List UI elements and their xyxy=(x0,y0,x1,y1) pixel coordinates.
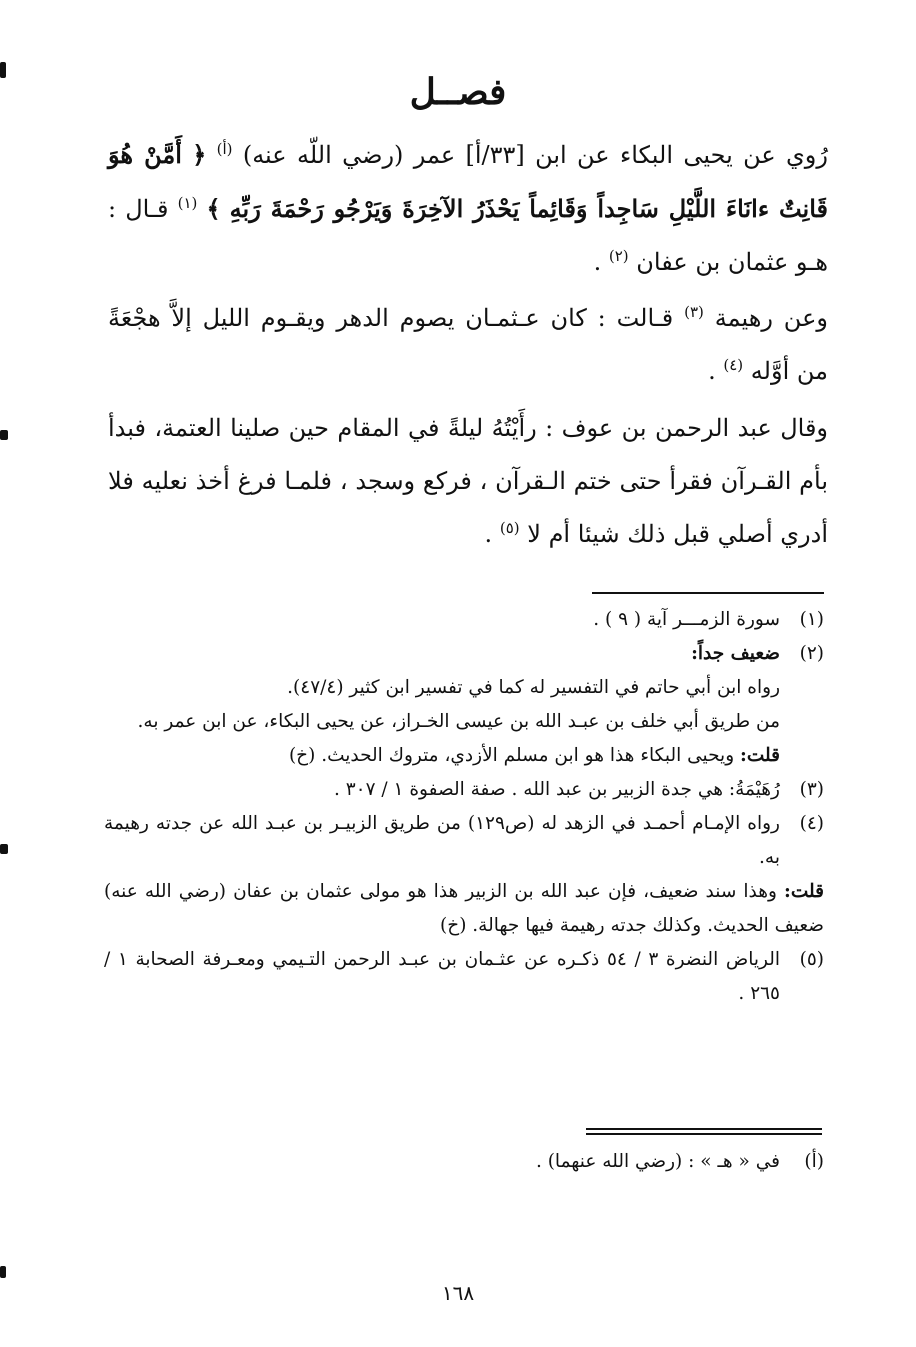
p3-text: وقال عبد الرحمن بن عوف : رأَيْتُهُ ليلةً في المقام حين صلينا العتمة، فبدأ بأم القـرآن فقرأ حتى ختم الـقرآن ، فركع وسجد ، فلمـا فرغ أخذ نعليه فلا أدري أصلي قبل ذلك شيئا أم لا xyxy=(108,414,829,548)
qult-text: ويحيى البكاء هذا هو ابن مسلم الأزدي، متروك الحديث. (خ) xyxy=(288,745,735,766)
footnote-text: رُهَيْمَةُ: هي جدة الزبير بن عبد الله . صفة الصفوة ١ / ٣٠٧ . xyxy=(333,779,780,800)
paragraph-1 xyxy=(108,128,828,289)
footnote-ref-4: (٤) xyxy=(723,356,744,374)
p1-mid: قـال : هـو عثمان بن عفان xyxy=(108,195,828,276)
footnote-ref-5: (٥) xyxy=(499,519,520,537)
chapter-heading: فصــل xyxy=(409,71,507,113)
footnote-ref-1: (١) xyxy=(177,194,198,212)
footnote-2-line: رواه ابن أبي حاتم في التفسير له كما في تفسير ابن كثير (٤٧/٤). xyxy=(287,677,780,698)
page-number: ١٦٨ xyxy=(441,1281,475,1305)
scan-edge-mark xyxy=(0,844,8,854)
footnote-ref-a: (أ) xyxy=(216,140,233,158)
quran-verse: أَمَّنْ هُوَ قَانِتٌ ءانَاءَ اللَّيْلِ سَاجِداً وَقَائِماً يَحْذَرُ الآخِرَةَ وَيَرْجُو رَحْمَةَ رَبِّهِ xyxy=(108,140,828,223)
p3-end: . xyxy=(484,520,493,548)
scan-edge-mark xyxy=(0,1266,6,1278)
footnote-number: (١) xyxy=(799,609,824,630)
footnote-2-line: من طريق أبي خلف بن عبـد الله بن عيسى الخـراز، عن يحيى البكاء، عن ابن عمر به. xyxy=(137,711,780,732)
paragraph-2 xyxy=(108,292,828,398)
footnotes xyxy=(104,603,824,1011)
footnote-2 xyxy=(104,637,824,671)
p2-end: . xyxy=(708,357,716,385)
variant-number: (أ) xyxy=(804,1151,824,1172)
footnote-text: سورة الزمـــر آية ( ٩ ) . xyxy=(593,609,780,630)
footnote-grade: ضعيف جداً: xyxy=(691,643,780,664)
footnote-5 xyxy=(104,943,824,1011)
variant-note-a xyxy=(104,1145,824,1179)
footnote-4-comment xyxy=(104,875,824,943)
footnote-1 xyxy=(104,603,824,637)
quran-bracket-close: ﴾ xyxy=(206,194,221,223)
footnote-2-comment xyxy=(104,739,824,773)
paragraph-3 xyxy=(108,402,828,561)
variant-separator-top xyxy=(586,1128,822,1130)
footnote-text: رواه الإمـام أحمـد في الزهد له (ص١٢٩) من طريق الزبيـر بن عبـد الله عن جدته رهيمة به. xyxy=(104,813,780,868)
footnote-ref-3: (٣) xyxy=(684,303,704,321)
variant-text: في « هـ » : (رضي الله عنهما) . xyxy=(535,1151,780,1172)
footnote-3 xyxy=(104,773,824,807)
scan-edge-mark xyxy=(0,430,8,440)
footnote-number: (٣) xyxy=(799,779,824,800)
footnote-4 xyxy=(104,807,824,875)
footnote-text: الرياض النضرة ٣ / ٥٤ ذكـره عن عثـمان بن عبـد الرحمن التـيمي ومعـرفة الصحابة ١ / ٢٦٥ . xyxy=(104,949,780,1004)
qult-text: وهذا سند ضعيف، فإن عبد الله بن الزبير هذا هو مولى عثمان بن عفان (رضي الله عنه) ضعيف الحديث. وكذلك جدته رهيمة فيها جهالة. (خ) xyxy=(104,881,824,936)
p1-end: . xyxy=(593,248,602,276)
p1-lead: رُوي عن يحيى البكاء عن ابن [٣٣/أ] عمر (رضي اللّه عنه) xyxy=(242,141,828,169)
footnote-number: (٥) xyxy=(799,949,824,970)
qult-label: قلت: xyxy=(740,745,780,766)
p2-text: قـالت : كان عـثمـان يصوم الدهر ويقـوم الليل إلاَّ هجْعَةً من أوَّله xyxy=(108,304,828,385)
footnote-ref-2: (٢) xyxy=(608,247,629,265)
quran-bracket-open: ﴿ xyxy=(192,140,207,169)
qult-label: قلت: xyxy=(784,881,824,902)
footnote-number: (٤) xyxy=(799,813,824,834)
variant-note xyxy=(104,1145,824,1179)
footnote-number: (٢) xyxy=(799,643,824,664)
footnote-separator xyxy=(592,592,824,594)
p2-lead: وعن رهيمة xyxy=(714,304,828,332)
variant-separator-bottom xyxy=(586,1133,822,1135)
